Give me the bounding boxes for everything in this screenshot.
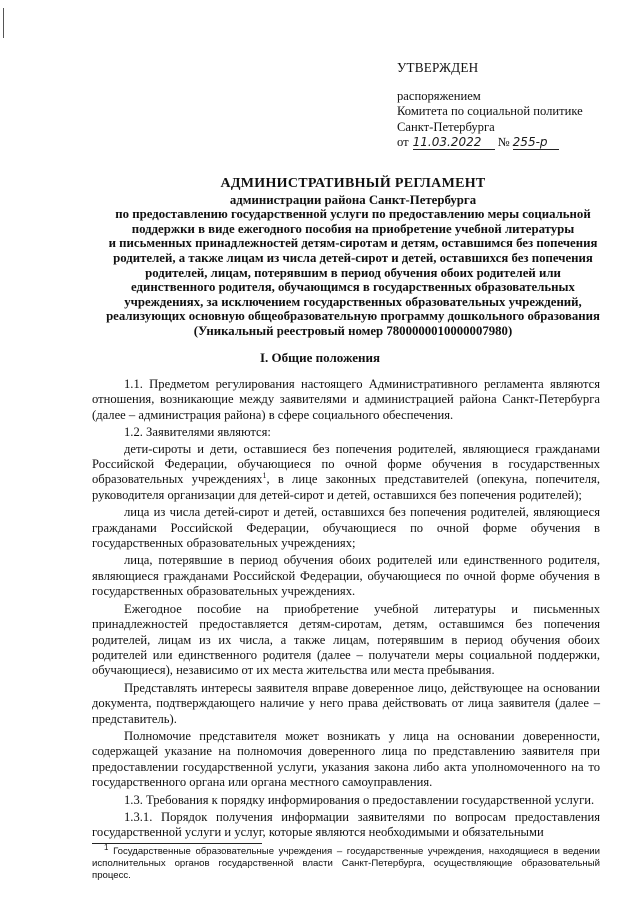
title-main: АДМИНИСТРАТИВНЫЙ РЕГЛАМЕНТ: [220, 176, 486, 191]
page-edge-mark: [3, 8, 4, 38]
paragraph-1-1: 1.1. Предметом регулирования настоящего Административного регламента являются отношения, возникающие между заявителями и администрацией района Санкт-Петербурга (далее – администрация района) в сфере социального обеспечения.: [92, 377, 600, 422]
approval-heading: УТВЕРЖДЕН: [397, 60, 479, 75]
paragraph-1-3-1: 1.3.1. Порядок получения информации заявителями по вопросам предоставления государственной услуги и услуг, которые являются необходимыми и обязательными: [92, 809, 600, 840]
approval-stamp-block: [397, 60, 627, 151]
title-registry-number: (Уникальный реестровый номер 7800000010000007980): [193, 323, 513, 338]
paragraph-1-2: 1.2. Заявителями являются:: [124, 425, 271, 440]
title-line: родителей, лицам, потерявшим в период обучения обоих родителей или: [145, 265, 561, 280]
approval-line-committee: Комитета по социальной политике: [397, 104, 583, 118]
footnote-text: [92, 842, 600, 883]
paragraph-applicants-former-orphans: лица из числа детей-сирот и детей, оставшихся без попечения родителей, являющиеся гражданами Российской Федерации, обучающиеся по очной форме обучения в государственных образовательных учреждениях;: [92, 505, 600, 551]
footnote-divider: [92, 843, 262, 844]
title-line: единственного родителя, обучающимся в государственных образовательных: [131, 280, 575, 295]
number-sign: №: [497, 135, 510, 149]
approval-date-number-line: [397, 135, 627, 151]
document-title: [88, 177, 618, 339]
paragraph-text: дети-сироты и дети, оставшиеся без попечения родителей, являющиеся гражданами Российской Федерации, обучающиеся по очной форме обучения в государственных образовательных учреждениях: [92, 441, 600, 487]
footnote-mark: 1: [104, 842, 109, 852]
title-line: родителей, а также лицам из числа детей-сирот и детей, оставшихся без попечения: [113, 250, 593, 265]
paragraph-applicants-lost-parents: лица, потерявшие в период обучения обоих родителей или единственного родителя, являющиеся гражданами Российской Федерации, обучающиеся по очной форме обучения в государственных образовательных учреждениях.: [92, 553, 600, 599]
section-heading: I. Общие положения: [260, 350, 380, 365]
footnote: [92, 842, 600, 883]
footnote-reference: 1: [262, 471, 267, 481]
approval-line-order: распоряжением: [397, 88, 481, 103]
title-line: учреждениях, за исключением государственных образовательных учреждений,: [124, 294, 582, 309]
handwritten-number: 255-р: [513, 136, 559, 150]
paragraph-applicants-orphans: [92, 442, 600, 504]
title-line: по предоставлению государственной услуги по предоставлению меры социальной: [115, 207, 591, 222]
date-prefix: от: [397, 135, 409, 149]
approval-line-city: Санкт-Петербурга: [397, 119, 495, 134]
title-line: реализующих основную общеобразовательную программу дошкольного образования: [106, 309, 600, 324]
title-line: и письменных принадлежностей детям-сиротам и детям, оставшимся без попечения: [108, 236, 598, 251]
title-line: поддержки в виде ежегодного пособия на приобретение учебной литературы: [131, 221, 575, 236]
handwritten-date: 11.03.2022: [413, 136, 495, 150]
document-body: [92, 377, 600, 843]
paragraph-representative: Представлять интересы заявителя вправе доверенное лицо, действующее на основании документа, подтверждающего наличие у него права действовать от лица заявителя (далее – представитель).: [92, 680, 600, 726]
footnote-body: Государственные образовательные учреждения – государственные учреждения, находящиеся в ведении исполнительных органов государственной власти Санкт-Петербурга, осуществляющие образовательный процесс.: [92, 846, 600, 882]
paragraph-1-3: 1.3. Требования к порядку информирования о предоставлении государственной услуги.: [124, 792, 595, 807]
paragraph-text: , в лице законных представителей (опекуна, попечителя, руководителя организации для детей-сирот и детей, оставшихся без попечения родителей);: [92, 472, 601, 502]
paragraph-representative-authority: Полномочие представителя может возникать у лица на основании доверенности, содержащей указание на полномочия доверенного лица по представлению заявителя при предоставлении государственной услуги, указания закона либо акта уполномоченного на то государственного органа или органа местного самоуправления.: [92, 728, 600, 790]
title-line: администрации района Санкт-Петербурга: [229, 192, 477, 207]
paragraph-annual-allowance: Ежегодное пособие на приобретение учебной литературы и письменных принадлежностей предоставляется детям-сиротам, детям, оставшимся без попечения родителей, лицам из их числа, а также лицам, потерявшим в период обучения обоих родителей или единственного родителя (далее – получатели меры социальной поддержки, обучающиеся), независимо от их места жительства или места пребывания.: [92, 601, 600, 678]
